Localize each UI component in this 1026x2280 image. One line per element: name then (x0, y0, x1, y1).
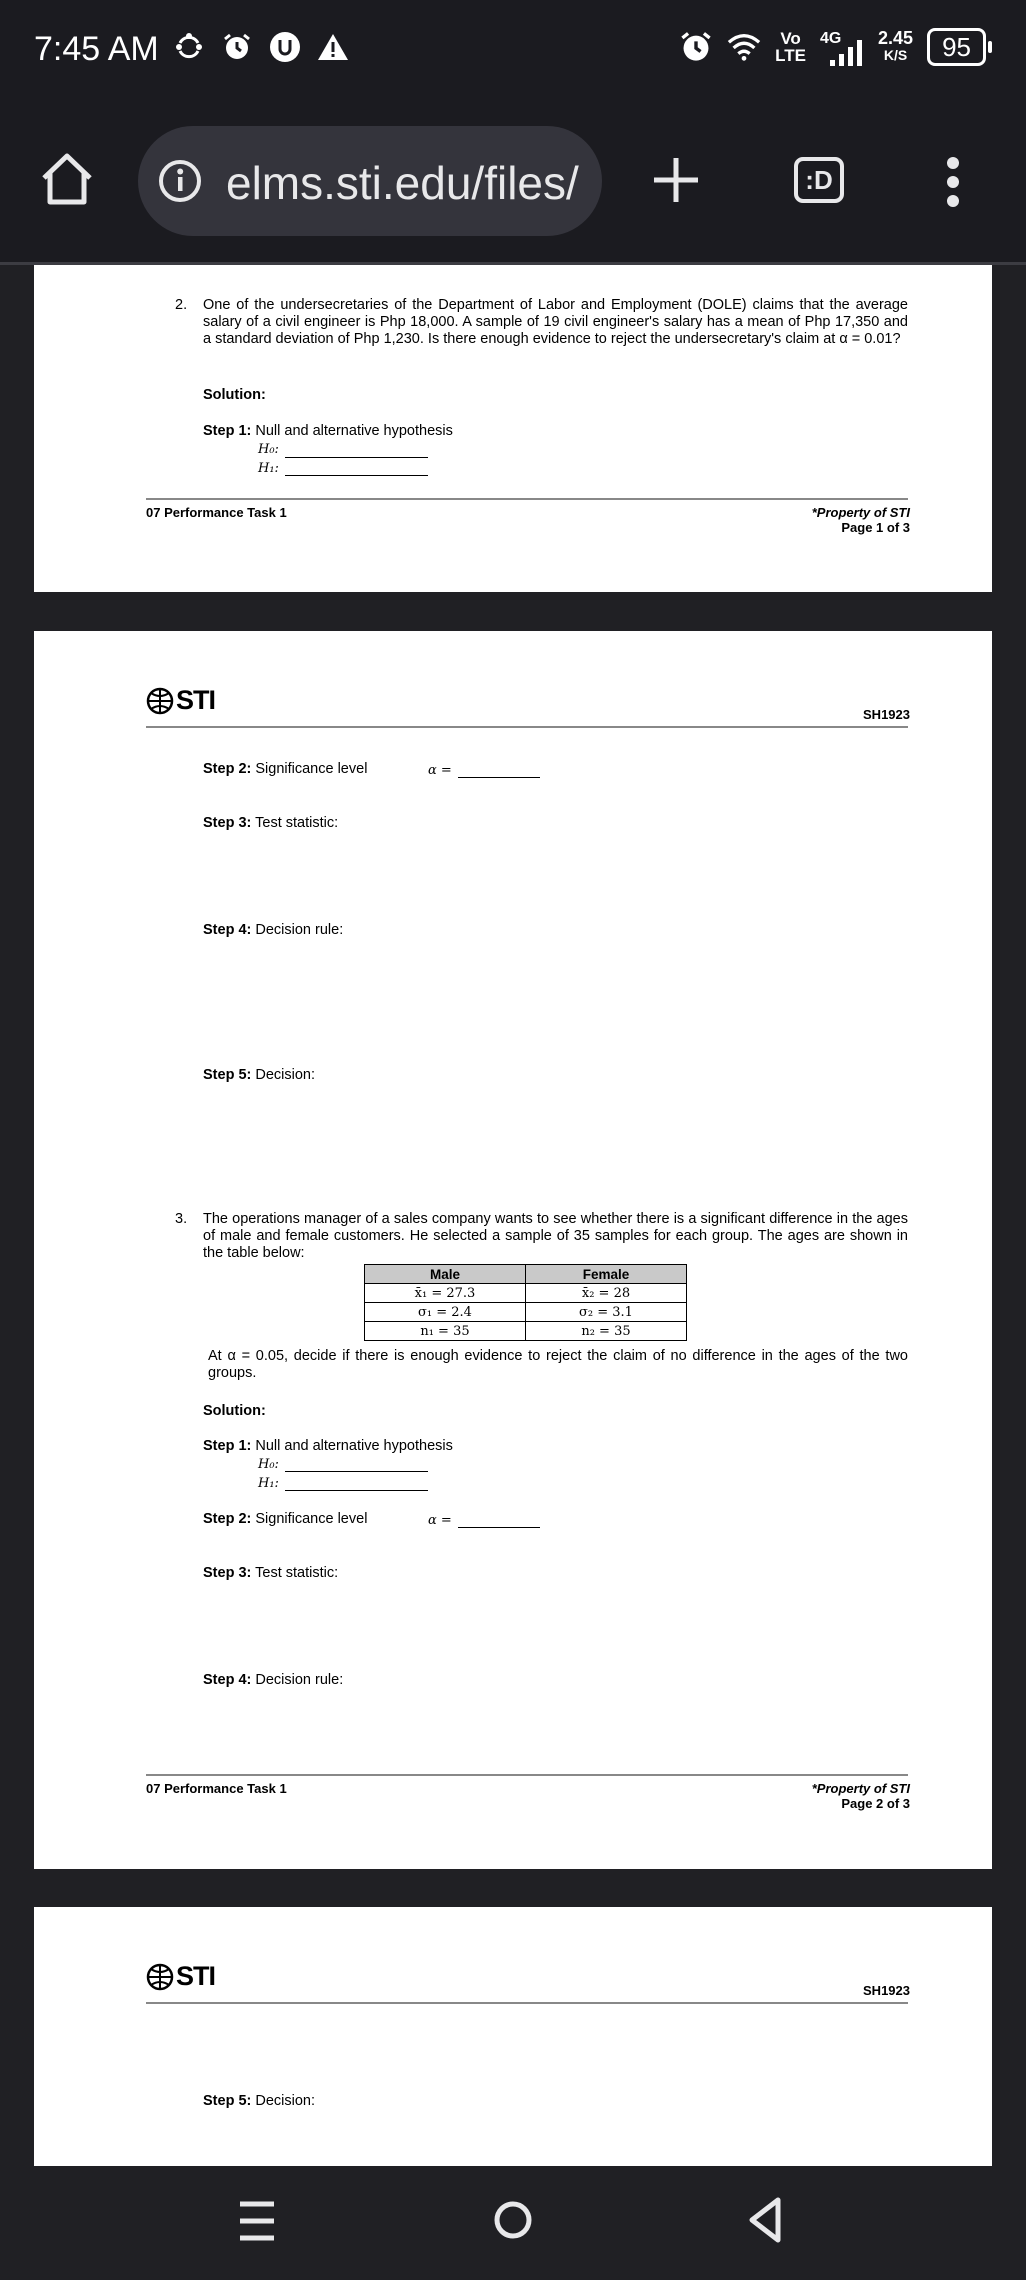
table-cell: n₁ = 35 (365, 1322, 526, 1341)
browser-toolbar (0, 110, 1026, 265)
h1-label: H₁: (258, 1476, 279, 1491)
sti-globe-icon (146, 1963, 174, 1991)
table-cell: σ₂ = 3.1 (526, 1303, 687, 1322)
h0-blank[interactable] (285, 1457, 428, 1472)
tab-switcher-button[interactable]: :D (794, 157, 844, 203)
new-tab-button[interactable] (650, 154, 702, 206)
table-cell: n₂ = 35 (526, 1322, 687, 1341)
info-icon[interactable] (158, 159, 202, 203)
document-code: SH1923 (863, 1983, 910, 1998)
question-3-text: The operations manager of a sales company wants to see whether there is a significant difference in the ages of male and female customers. He selected a sample of 35 samples for each group. The ages are shown in the table below: (203, 1211, 908, 1261)
alarm-status-icon (679, 30, 713, 64)
recent-apps-button[interactable] (238, 2200, 276, 2242)
table-cell: x̄₁ = 27.3 (365, 1284, 526, 1303)
step-4: Step 4: Decision rule: (203, 1672, 344, 1688)
step-3: Step 3: Test statistic: (203, 815, 339, 831)
table-header-male: Male (365, 1265, 526, 1284)
step-5: Step 5: Decision: (203, 2093, 316, 2109)
home-button[interactable] (38, 150, 96, 208)
table-cell: σ₁ = 2.4 (365, 1303, 526, 1322)
recent-apps-icon (238, 2200, 276, 2242)
back-button[interactable] (748, 2196, 782, 2244)
header-divider (146, 726, 908, 728)
status-bar (0, 0, 1026, 110)
footer-page-info: *Property of STI Page 1 of 3 (811, 505, 910, 535)
pdf-page-3 (34, 1907, 992, 2166)
sync-icon (172, 30, 206, 64)
table-row (365, 1322, 687, 1341)
document-code: SH1923 (863, 707, 910, 722)
sti-logo: STI (146, 1961, 215, 1992)
alpha-blank[interactable] (458, 763, 540, 778)
step-2: Step 2: Significance level (203, 761, 368, 777)
step-1: Step 1: Null and alternative hypothesis (203, 423, 453, 439)
more-options-button[interactable] (946, 156, 960, 208)
footer-page-info: *Property of STI Page 2 of 3 (811, 1781, 910, 1811)
step-5: Step 5: Decision: (203, 1067, 316, 1083)
system-navigation-bar (0, 2166, 1026, 2280)
status-time: 7:45 AM (34, 30, 159, 68)
warning-icon (316, 30, 350, 64)
signal-icon: 4G (820, 30, 864, 64)
h0-blank[interactable] (285, 443, 428, 458)
table-row (365, 1303, 687, 1322)
table-row (365, 1284, 687, 1303)
footer-divider (146, 498, 908, 500)
plus-icon (650, 154, 702, 206)
home-icon (38, 150, 96, 208)
solution-label: Solution: (203, 387, 266, 403)
volte-indicator: Vo LTE (775, 29, 807, 65)
h0-label: H₀: (258, 1457, 279, 1472)
alpha-label: α = (428, 763, 452, 778)
sti-globe-icon (146, 687, 174, 715)
address-bar[interactable] (138, 126, 602, 236)
alarm-icon (220, 30, 254, 64)
pdf-page-1 (34, 265, 992, 592)
solution-label: Solution: (203, 1403, 266, 1419)
h1-blank[interactable] (285, 461, 428, 476)
wifi-icon (727, 30, 761, 64)
question-3-followup: At α = 0.05, decide if there is enough evidence to reject the claim of no difference in the ages of the two groups. (208, 1348, 908, 1381)
question-2-text: One of the undersecretaries of the Department of Labor and Employment (DOLE) claims that the average salary of a civil engineer is Php 18,000. A sample of 19 civil engineer's salary has a mean of Php 17,350 and a standard deviation of Php 1,230. Is there enough evidence to reject the undersecretary's claim at α = 0.01? (203, 297, 908, 347)
footer-divider (146, 1774, 908, 1776)
pdf-page-2 (34, 631, 992, 1869)
table-cell: x̄₂ = 28 (526, 1284, 687, 1303)
back-triangle-icon (748, 2196, 782, 2244)
table-header-row (365, 1265, 687, 1284)
step-3: Step 3: Test statistic: (203, 1565, 339, 1581)
circle-home-icon (493, 2200, 533, 2240)
net-speed: 2.45 K/S (878, 28, 914, 63)
question-number: 3. (175, 1211, 188, 1227)
table-header-female: Female (526, 1265, 687, 1284)
battery-indicator: 95 (927, 28, 986, 66)
step-1: Step 1: Null and alternative hypothesis (203, 1438, 453, 1454)
h1-blank[interactable] (285, 1476, 428, 1491)
system-home-button[interactable] (493, 2200, 533, 2240)
ages-table (364, 1264, 687, 1341)
step-2: Step 2: Significance level (203, 1511, 368, 1527)
more-vertical-icon (946, 156, 960, 208)
u-badge-icon (268, 30, 302, 64)
sti-logo: STI (146, 685, 215, 716)
question-number: 2. (175, 297, 188, 313)
h0-label: H₀: (258, 442, 279, 457)
header-divider (146, 2002, 908, 2004)
h1-label: H₁: (258, 461, 279, 476)
footer-title: 07 Performance Task 1 (146, 505, 287, 520)
footer-title: 07 Performance Task 1 (146, 1781, 287, 1796)
alpha-label: α = (428, 1513, 452, 1528)
alpha-blank[interactable] (458, 1513, 540, 1528)
url-text[interactable]: elms.sti.edu/files/ (226, 157, 579, 209)
step-4: Step 4: Decision rule: (203, 922, 344, 938)
